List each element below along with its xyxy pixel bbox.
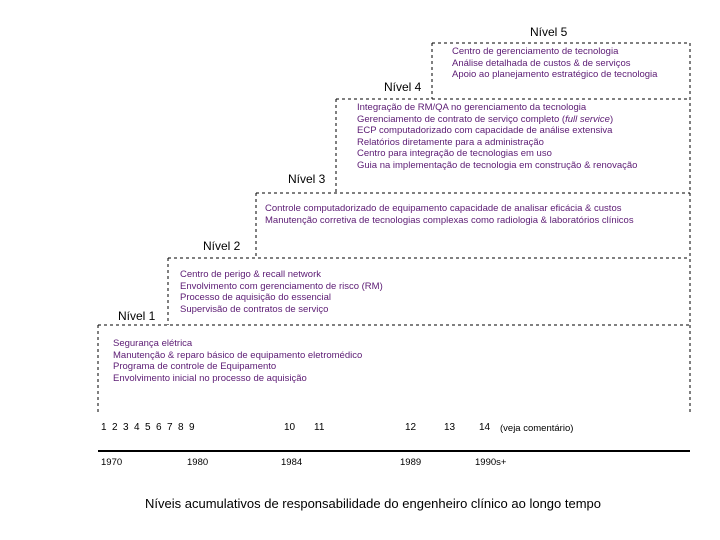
level-1-title: Nível 1 (118, 309, 156, 323)
level-1-item: Envolvimento inicial no processo de aquisição (113, 372, 307, 384)
level-4-item: Integração de RM/QA no gerenciamento da tecnologia (357, 102, 587, 113)
step-number: 9 (189, 422, 195, 433)
step-number: 8 (178, 422, 184, 433)
level-1-item: Programa de controle de Equipamento (113, 361, 277, 373)
level-4-item: Centro para integração de tecnologias em uso (357, 148, 552, 160)
step-number: 12 (405, 422, 417, 433)
level-2-title: Nível 2 (203, 239, 241, 253)
diagram-caption: Níveis acumulativos de responsabilidade do engenheiro clínico ao longo tempo (145, 496, 602, 511)
level-1-item: Segurança elétrica (113, 338, 193, 349)
level-2-item: Envolvimento com gerenciamento de risco (RM) (180, 280, 383, 292)
year-label: 1984 (281, 457, 303, 468)
level-2-item: Supervisão de contratos de serviço (180, 303, 329, 315)
step-number: 10 (284, 422, 296, 433)
step-number: 5 (145, 422, 151, 433)
level-4-title: Nível 4 (384, 80, 422, 94)
step-number: 14 (479, 422, 491, 433)
step-number: 3 (123, 422, 129, 433)
step-number: 1 (101, 422, 107, 433)
level-3-item: Controle computadorizado de equipamento capacidade de analisar eficácia & custos (265, 203, 622, 214)
year-label: 1980 (187, 457, 209, 468)
level-5-item: Apoio ao planejamento estratégico de tecnologia (452, 69, 658, 81)
level-2-items (180, 269, 383, 315)
step-number: 13 (444, 422, 456, 433)
level-4-item (357, 114, 637, 126)
year-label: 1970 (101, 457, 123, 468)
level-4-item-close: ) (609, 113, 614, 125)
step-number: 6 (156, 422, 162, 433)
level-4-item: ECP computadorizado com capacidade de análise extensiva (357, 125, 613, 137)
level-4-item: Relatórios diretamente para a administração (357, 136, 544, 148)
level-4-items (357, 102, 637, 172)
level-3-items (265, 203, 634, 226)
step-number: 7 (167, 422, 173, 433)
level-3-item: Manutenção corretiva de tecnologias complexas como radiologia & laboratórios clínicos (265, 214, 634, 226)
step-number: 11 (314, 422, 325, 433)
level-5-title: Nível 5 (530, 25, 568, 39)
level-5-items (452, 46, 657, 81)
level-4-item-text: Gerenciamento de contrato de serviço completo ( (357, 113, 566, 125)
level-1-items (113, 338, 362, 384)
level-5-item: Centro de gerenciamento de tecnologia (452, 46, 619, 57)
step-number: 2 (112, 422, 118, 433)
step-note: (veja comentário) (500, 423, 574, 434)
level-5-item: Análise detalhada de custos & de serviços (452, 57, 631, 69)
level-2-item: Processo de aquisição do essencial (180, 292, 332, 304)
year-label: 1990s+ (475, 457, 507, 468)
year-label: 1989 (400, 457, 422, 468)
level-3-title: Nível 3 (288, 172, 326, 186)
level-4-item-italic-note: full service (565, 113, 610, 125)
step-number: 4 (134, 422, 140, 433)
level-4-item: Guia na implementação de tecnologia em construção & renovação (357, 159, 638, 171)
level-1-item: Manutenção & reparo básico de equipamento eletromédico (113, 349, 363, 361)
level-2-item: Centro de perigo & recall network (180, 269, 321, 280)
